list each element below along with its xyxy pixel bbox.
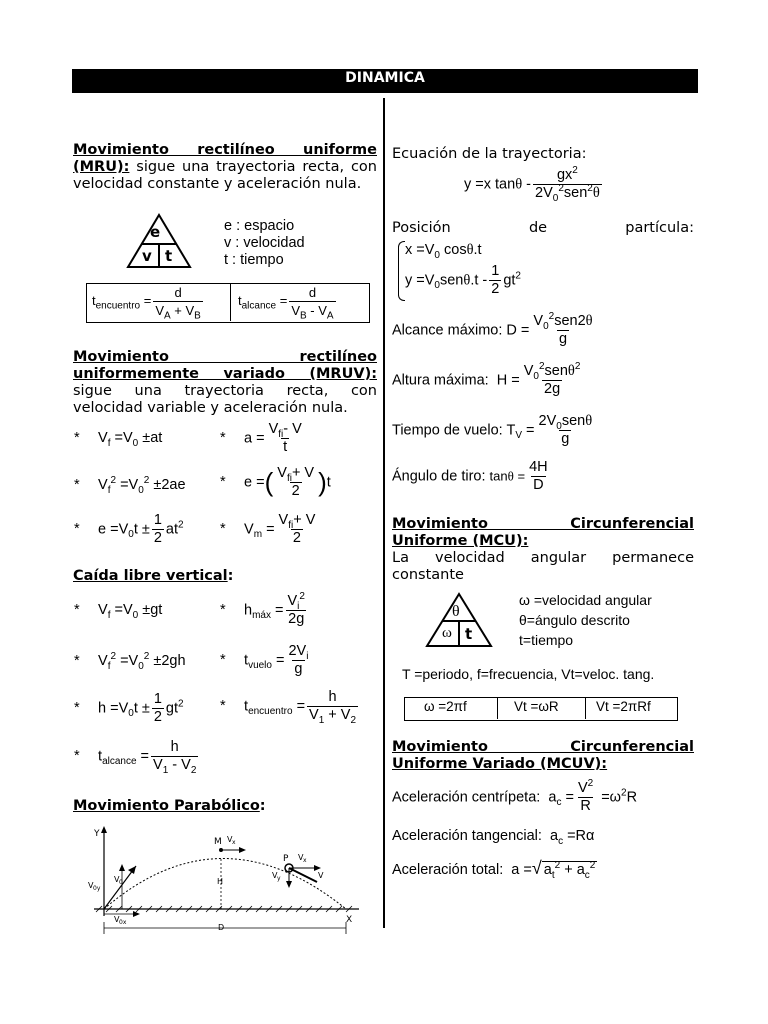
omega-formula: ω =2πf <box>424 699 467 714</box>
mru-tri-v: v <box>142 247 152 265</box>
trayectoria-label: Ecuación de la trayectoria: <box>392 146 587 162</box>
mru-description <box>73 142 377 193</box>
alcance-row: Alcance máximo: D = $\frac{V_0^2sen2\theta}{g}$ <box>392 311 593 347</box>
svg-text:x: x <box>232 839 236 846</box>
caida-f5: * $h =V_0t$ ± $\frac{1}{2}$ $gt^2$ <box>74 691 184 725</box>
caida-f7: * $t_{alcance}$ = $\frac{h}{V_1 - V_2}$ <box>74 739 197 776</box>
mcu-text: La velocidad angular permanece constante <box>392 550 694 583</box>
axis-x-label: X <box>346 915 353 925</box>
legend-velocidad: v : velocidad <box>224 235 305 251</box>
mruv-description <box>73 349 377 417</box>
axis-y-label: Y <box>94 829 100 839</box>
legend-tiempo: t : tiempo <box>224 252 284 268</box>
posicion-label: Posición de partícula: <box>392 220 694 236</box>
mru-tri-e: e <box>150 223 161 241</box>
mru-box-divider <box>230 283 231 321</box>
mru-triangle-diagram <box>126 213 192 269</box>
caida-f1: * $V_f =V_0 \pm gt$ <box>74 602 163 621</box>
svg-text:V: V <box>272 871 278 880</box>
title-underline <box>72 91 698 93</box>
mcu-description <box>392 516 694 584</box>
mruv-f1: * $V_f =V_0 \pm at$ <box>74 430 163 449</box>
mru-heading: Movimiento rectilíneo uniforme (MRU): <box>73 142 377 175</box>
svg-text:V: V <box>114 915 120 924</box>
legend-t: t=tiempo <box>519 632 574 648</box>
mruv-f3: * $V_f^2 =V_0^2 \pm 2ae$ <box>74 475 186 496</box>
mruv-f6: * $V_m$ = $\frac{V_{fi}+ V}{2}$ <box>220 512 316 546</box>
tiempo-row: Tiempo de vuelo: $T_V$ = $\frac{2V_0sen\theta}{g}$ <box>392 413 593 447</box>
svg-text:0x: 0x <box>119 919 127 926</box>
trayectoria-formula: y =x tanθ - $\frac{gx^2}{2V_0^2sen^2\theta}$ <box>464 165 600 204</box>
svg-text:V: V <box>298 853 304 862</box>
posicion-x-formula: $x =V_0$ cosθ.t <box>405 242 482 261</box>
svg-text:V: V <box>227 835 233 844</box>
svg-text:V: V <box>114 875 120 884</box>
mruv-f2: * a = $\frac{V_{fi}- V}{t}$ <box>220 421 302 455</box>
svg-text:y: y <box>277 875 281 882</box>
caida-f6: * $t_{encuentro}$ = $\frac{h}{V_1 + V_2}$ <box>220 689 357 726</box>
legend-espacio: e : espacio <box>224 218 295 234</box>
svg-text:0y: 0y <box>93 885 101 892</box>
mcu-legend <box>519 590 652 650</box>
caida-f4: * $t_{vuelo}$ = $\frac{2V_i}{g}$ <box>220 643 309 677</box>
svg-text:V: V <box>88 881 94 890</box>
page-title: DINAMICA <box>72 69 698 91</box>
mruv-f5: * $e =V_0t$ ± $\frac{1}{2}$ $at^2$ <box>74 512 184 546</box>
mruv-heading: Movimiento rectilíneo uniformemente variado (MRUV): <box>73 349 377 382</box>
mru-legend <box>224 218 305 269</box>
caida-f3: * $V_f^2 =V_0^2 \pm 2gh$ <box>74 651 186 672</box>
altura-row: Altura máxima: H = $\frac{V_0^2sen\theta^2}{2g}$ <box>392 361 581 397</box>
parabolico-heading: Movimiento Parabólico: <box>73 798 266 814</box>
caida-libre-heading: Caída libre vertical: <box>73 568 234 584</box>
centripeta-row: Aceleración centrípeta: $a_c$ = $\frac{V^2}{R}$ $=\omega^2R$ <box>392 778 638 814</box>
vt-2pirf-formula: Vt =2πRf <box>596 699 651 714</box>
system-brace <box>398 241 405 301</box>
mcu-tri-theta: θ <box>452 603 460 620</box>
point-p-label: P <box>283 854 289 864</box>
point-m-label: M <box>214 837 222 847</box>
mcu-tri-t: t <box>465 625 473 643</box>
caida-f2: * $h_{máx}$ = $\frac{V_i^2}{2g}$ <box>220 591 305 627</box>
legend-omega: ω =velocidad angular <box>519 592 652 608</box>
angulo-row: Ángulo de tiro: tanθ = $\frac{4H}{D}$ <box>392 459 548 493</box>
legend-theta: θ=ángulo descrito <box>519 612 630 628</box>
t-alcance-formula: $t_{alcance}$ = $\frac{d}{V_B - V_A}$ <box>238 285 334 322</box>
mcu-periodo-note: T =periodo, f=frecuencia, Vt=veloc. tang. <box>402 666 655 682</box>
mru-text: sigue una trayectoria recta, con velocidad constante y aceleración nula. <box>73 159 377 192</box>
mruv-text: sigue una trayectoria recta, con velocidad variable y aceleración nula. <box>73 383 377 416</box>
distance-label: D <box>218 923 225 932</box>
mru-tri-t: t <box>165 247 173 265</box>
svg-text:x: x <box>303 857 307 864</box>
parabolic-motion-diagram <box>84 826 374 938</box>
svg-text:0: 0 <box>119 879 123 886</box>
mcuv-heading: Movimiento Circunferencial Uniforme Variado (MCUV): <box>392 739 694 772</box>
mcuv-description <box>392 739 694 773</box>
vt-omega-formula: Vt =ωR <box>514 699 559 714</box>
posicion-y-formula: $y =V_0sen\theta.t$ - $\frac{1}{2}$ $gt^2$ <box>405 263 521 297</box>
column-divider <box>383 98 385 928</box>
total-row: Aceleración total: a =√ $a_t^2 + a_c^2$ <box>392 858 596 881</box>
mcu-heading: Movimiento Circunferencial Uniforme (MCU): <box>392 516 694 549</box>
height-label: H <box>217 877 224 886</box>
tangencial-row: Aceleración tangencial: $a_c =R\alpha$ <box>392 828 595 847</box>
mruv-f4: * e =( $\frac{V_{fi}+ V}{2}$ )t <box>220 465 331 499</box>
mcu-tri-omega: ω <box>442 625 452 641</box>
svg-text:V: V <box>318 871 324 880</box>
t-encuentro-formula: $t_{encuentro}$ = $\frac{d}{V_A + V_B}$ <box>92 285 201 322</box>
